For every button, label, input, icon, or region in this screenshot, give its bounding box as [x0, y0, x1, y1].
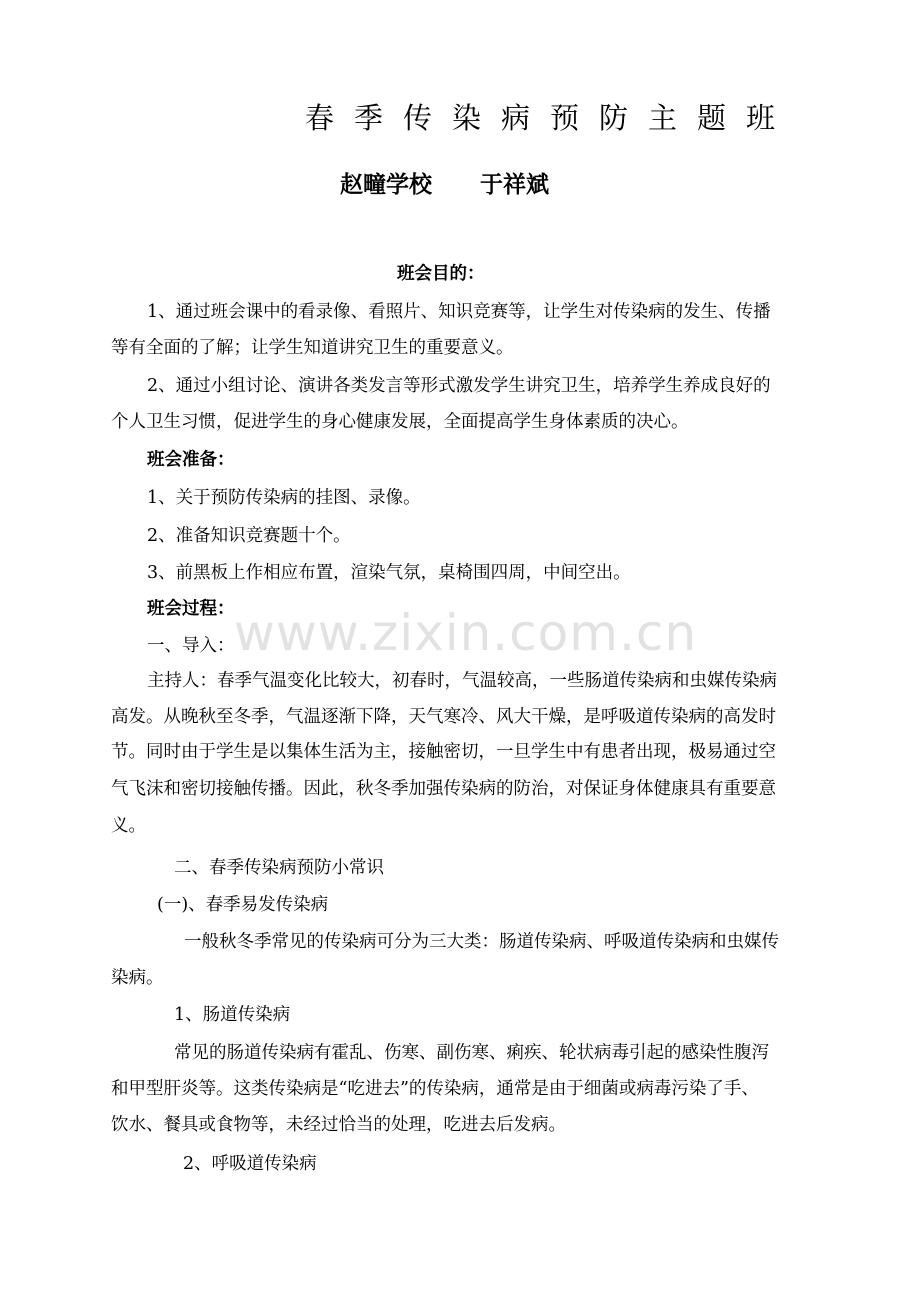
type-1-line-1: 常见的肠道传染病有霍乱、伤寒、副伤寒、痢疾、轮状病毒引起的感染性腹泻 — [174, 1043, 769, 1063]
purpose-heading: 班会目的： — [397, 264, 485, 284]
type-1-line-2: 和甲型肝炎等。这类传染病是“吃进去”的传染病，通常是由于细菌或病毒污染了手、 — [111, 1079, 759, 1099]
document-title: 春季传染病预防主题班 — [305, 101, 796, 135]
host-line-4: 气飞沫和密切接触传播。因此，秋冬季加强传染病的防治，对保证身体健康具有重要意 — [111, 779, 776, 799]
watermark: www.zixin.com.cn — [234, 604, 698, 662]
subsection-1-line-2: 染病。 — [111, 968, 164, 988]
type-2-heading: 2、呼吸道传染病 — [183, 1154, 317, 1174]
byline — [340, 166, 549, 199]
subsection-1-heading: (一)、春季易发传染病 — [157, 895, 329, 915]
author-name: 于祥斌 — [480, 172, 549, 198]
host-line-3: 节。同时由于学生是以集体生活为主，接触密切，一旦学生中有患者出现，极易通过空 — [111, 742, 776, 762]
host-line-2: 高发。从晚秋至冬季，气温逐渐下降，天气寒冷、风大干燥，是呼吸道传染病的高发时 — [111, 707, 776, 727]
intro-heading: 一、导入： — [147, 636, 235, 656]
type-1-heading: 1、肠道传染病 — [174, 1005, 291, 1025]
host-line-1: 主持人：春季气温变化比较大，初春时，气温较高，一些肠道传染病和虫媒传染病 — [147, 671, 777, 691]
preparation-item-3: 3、前黑板上作相应布置，渲染气氛，桌椅围四周，中间空出。 — [147, 563, 631, 583]
type-1-line-3: 饮水、餐具或食物等，未经过恰当的处理，吃进去后发病。 — [111, 1115, 566, 1135]
school-name: 赵疃学校 — [340, 172, 432, 198]
preparation-item-1: 1、关于预防传染病的挂图、录像。 — [147, 488, 421, 508]
purpose-item-2-line-2: 个人卫生习惯，促进学生的身心健康发展，全面提高学生身体素质的决心。 — [111, 412, 689, 432]
host-line-5: 义。 — [111, 816, 146, 836]
preparation-item-2: 2、准备知识竞赛题十个。 — [147, 526, 351, 546]
section-2-heading: 二、春季传染病预防小常识 — [174, 858, 384, 878]
purpose-item-1-line-2: 等有全面的了解；让学生知道讲究卫生的重要意义。 — [111, 338, 514, 358]
purpose-item-2-line-1: 2、通过小组讨论、演讲各类发言等形式激发学生讲究卫生，培养学生养成良好的 — [147, 376, 771, 396]
purpose-item-1-line-1: 1、通过班会课中的看录像、看照片、知识竞赛等，让学生对传染病的发生、传播 — [147, 302, 771, 322]
subsection-1-line-1: 一般秋冬季常见的传染病可分为三大类：肠道传染病、呼吸道传染病和虫媒传 — [184, 932, 779, 952]
process-heading: 班会过程： — [147, 599, 235, 619]
preparation-heading: 班会准备： — [147, 450, 235, 470]
